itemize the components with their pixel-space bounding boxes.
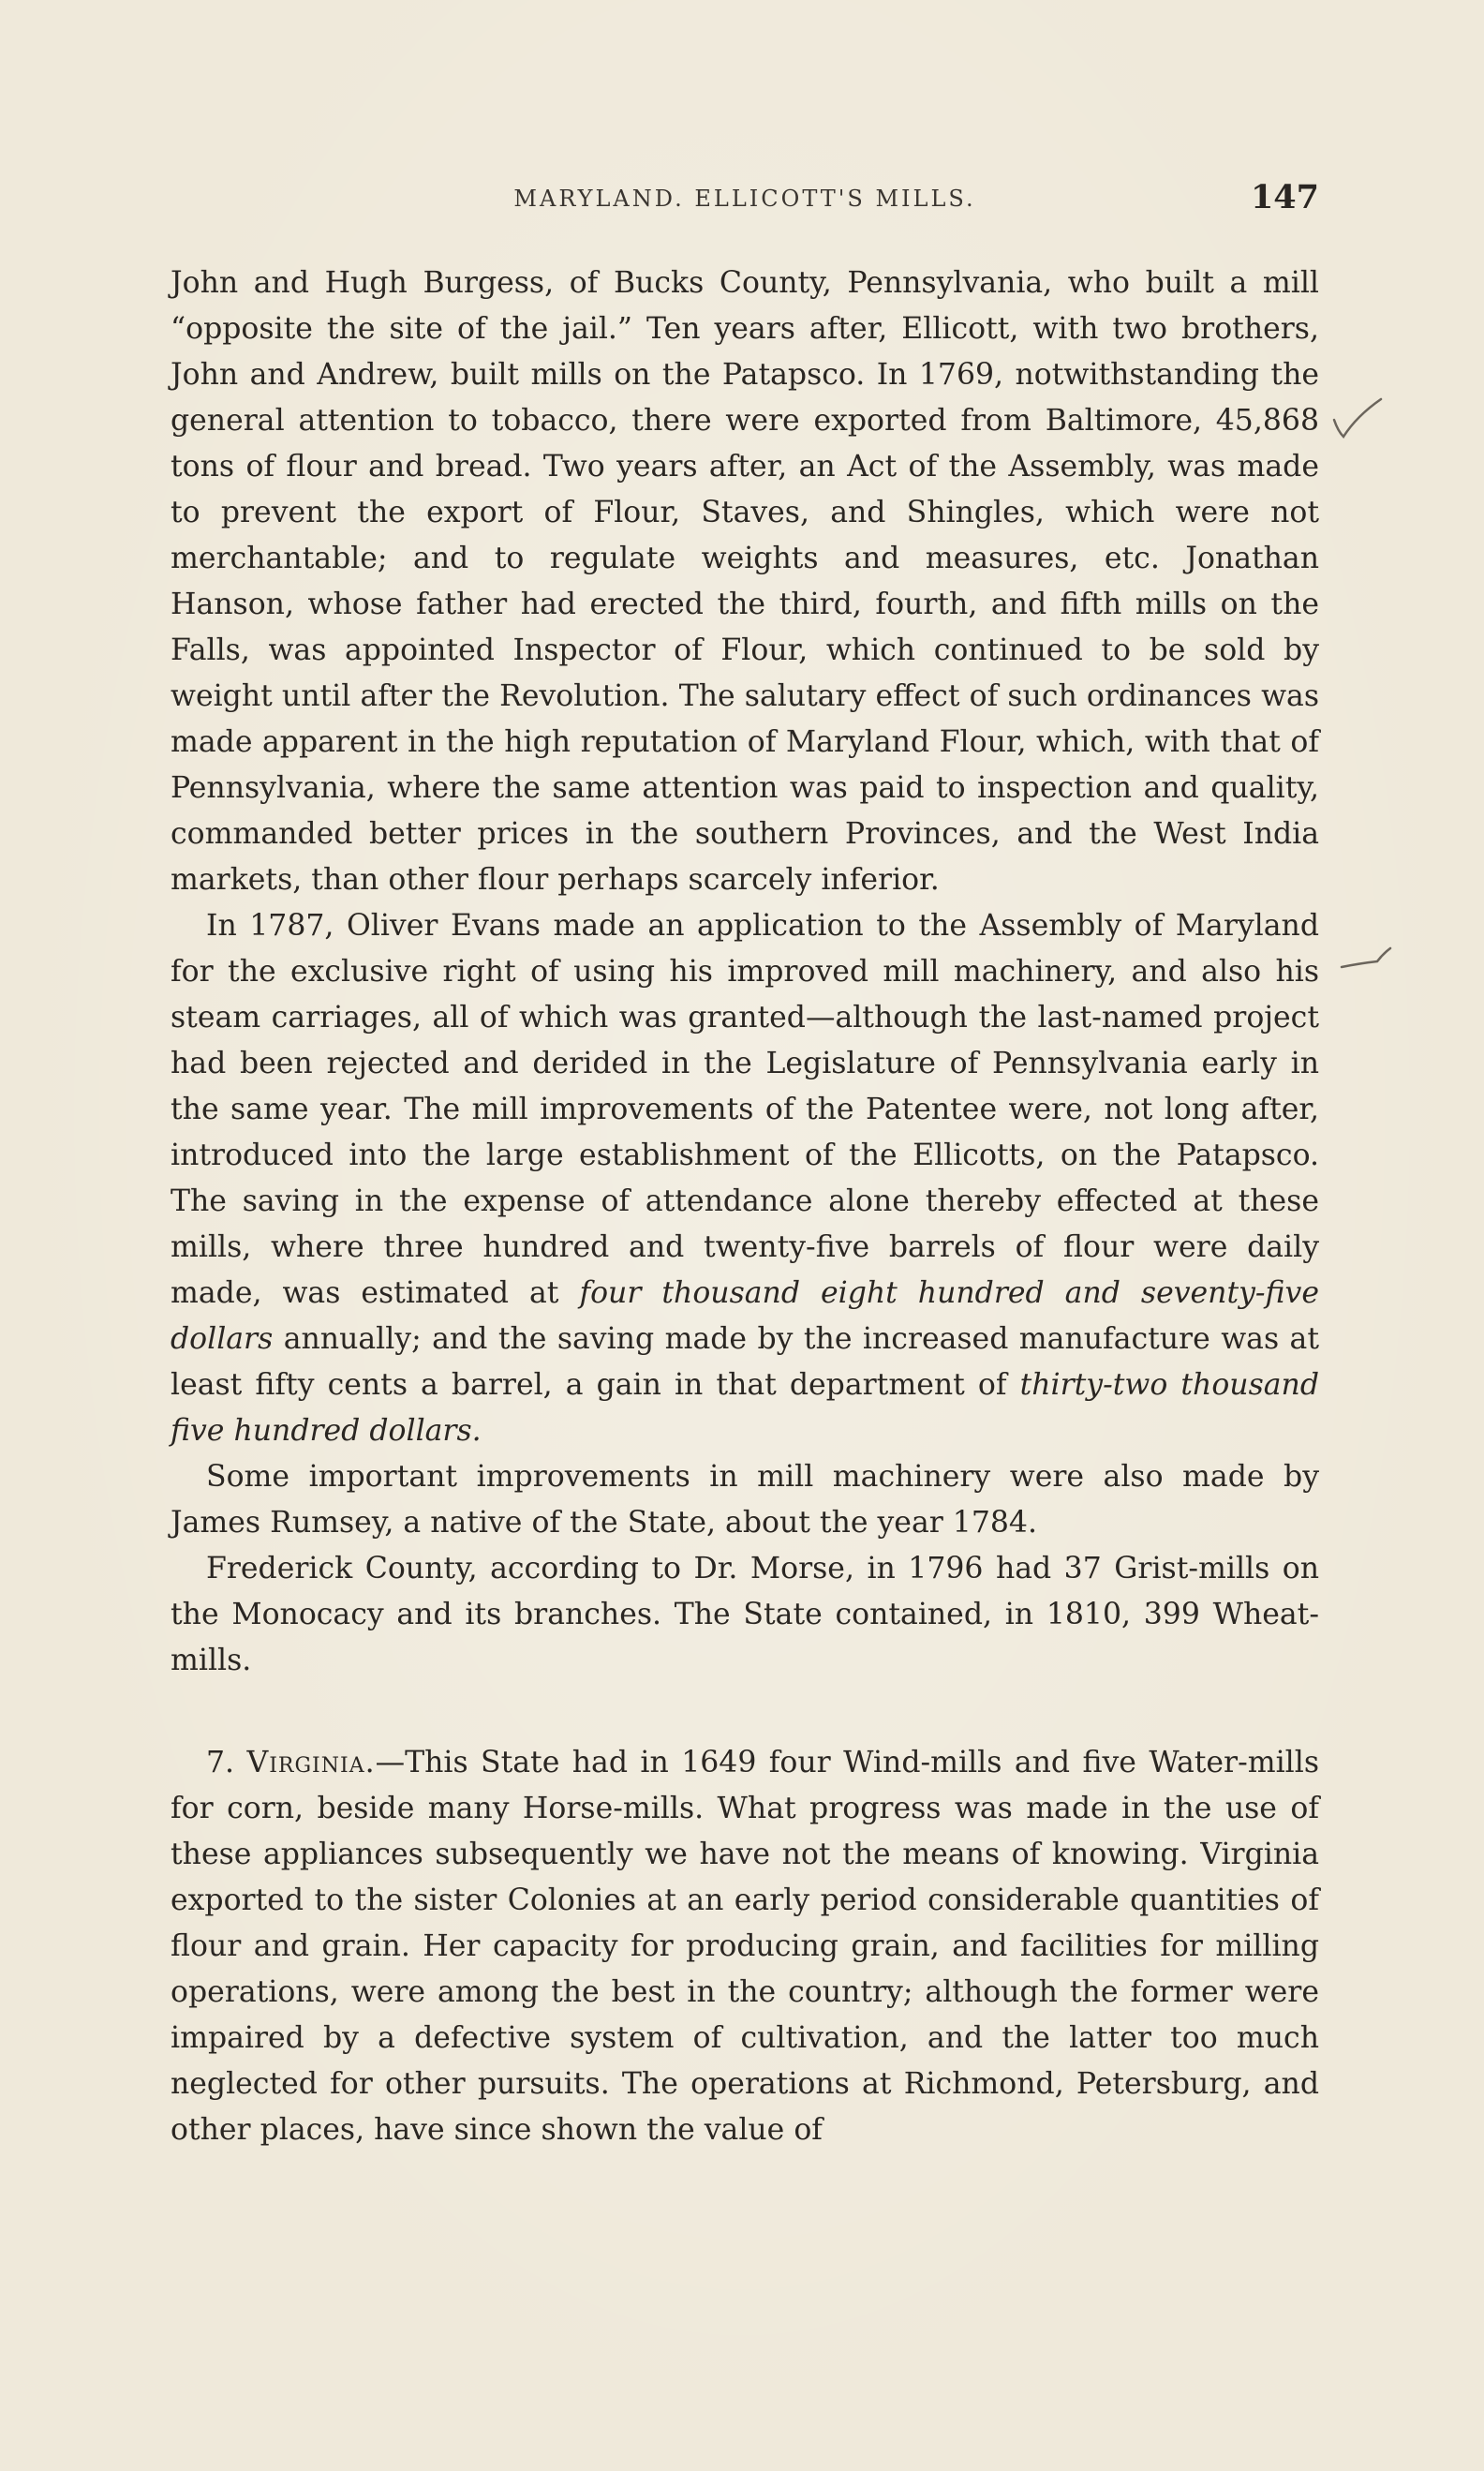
running-head xyxy=(171,176,1319,223)
section-virginia xyxy=(171,1740,1319,2153)
pencil-checkmark-icon xyxy=(1328,395,1385,442)
evans-savings-amount: four thousand eight hundred and seventy-five dollars xyxy=(171,1276,1319,1356)
paragraph-oliver-evans xyxy=(171,903,1319,1454)
section-number: 7. xyxy=(206,1746,235,1779)
section-text: —This State had in 1649 four Wind-mills and five Water-mills for corn, beside many Horse-mills. What progress was made in the use of these appliances subsequently we have not the means of knowing. Virginia exported to the sister Colonies at an early period considerable quantities of flour and grain. Her capacity for producing grain, and facilities for milling operations, were among the best in the country; although the former were impaired by a defective system of cultivation, and the latter too much neglected for other pursuits. The operations at Richmond, Petersburg, and other places, have since shown the value of xyxy=(171,1746,1320,2147)
running-title: MARYLAND. ELLICOTT'S MILLS. xyxy=(513,186,976,212)
body-text xyxy=(171,260,1319,2153)
evans-text-start: In 1787, Oliver Evans made an application to the Assembly of Maryland for the exclusive right of using his improved mill machinery, and also his steam carriages, all of which was granted—although the last-named project had been rejected and derided in the Legislature of Pennsylvania early in the same year. The mill improvements of the Patentee were, not long after, introduced into the large establishment of the Ellicotts, on the Patapsco. The saving in the expense of attendance alone thereby effected at these mills, where three hundred and twenty-five barrels of flour were daily made, was estimated at xyxy=(171,909,1319,1310)
page-number: 147 xyxy=(1250,178,1319,216)
pencil-dash-mark-icon xyxy=(1338,941,1394,978)
section-heading: Virginia. xyxy=(246,1746,376,1779)
paragraph-frederick-county: Frederick County, according to Dr. Morse, in 1796 had 37 Grist-mills on the Monocacy and its branches. The State contained, in 1810, 399 Wheat-mills. xyxy=(171,1552,1319,1677)
paragraph-rumsey: Some important improvements in mill machinery were also made by James Rumsey, a native of the State, about the year 1784. xyxy=(171,1460,1319,1540)
evans-gain-amount: thirty-two thousand five hundred dollars. xyxy=(171,1368,1319,1448)
paragraph-burgess: John and Hugh Burgess, of Bucks County, Pennsylvania, who built a mill “opposite the site of the jail.” Ten years after, Ellicott, with two brothers, John and Andrew, built mills on the Patapsco. In 1769, notwithstanding the general attention to tobacco, there were exported from Baltimore, 45,868 tons of flour and bread. Two years after, an Act of the Assembly, was made to prevent the export of Flour, Staves, and Shingles, which were not merchantable; and to regulate weights and measures, etc. Jonathan Hanson, whose father had erected the third, fourth, and fifth mills on the Falls, was appointed Inspector of Flour, which continued to be sold by weight until after the Revolution. The salutary effect of such ordinances was made apparent in the high reputation of Maryland Flour, which, with that of Pennsylvania, where the same attention was paid to inspection and quality, commanded better prices in the southern Provinces, and the West India markets, than other flour perhaps scarcely inferior. xyxy=(171,266,1319,897)
evans-text-middle: annually; and the saving made by the increased manufacture was at least fifty cents a barrel, a gain in that department of xyxy=(171,1322,1319,1402)
